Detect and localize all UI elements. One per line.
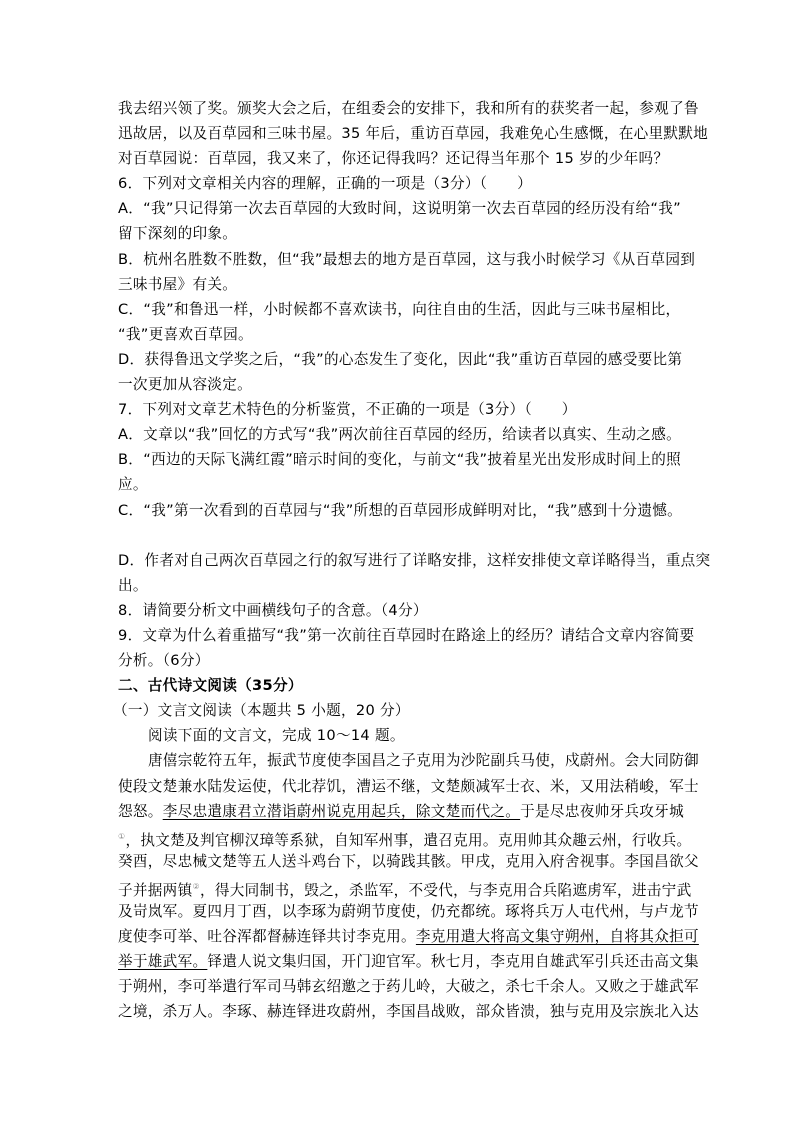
text-segment: 阅读下面的文言文，完成 10～14 题。 bbox=[148, 727, 405, 745]
text-line bbox=[118, 849, 699, 874]
text-segment: 二、古代诗文阅读（35分） bbox=[118, 677, 303, 695]
text-segment: A．文章以“我”回忆的方式写“我”两次前往百草园的经历，给读者以真实、生动之感。 bbox=[118, 426, 682, 444]
text-line bbox=[118, 397, 688, 422]
text-segment: 癸酉，尽忠械文楚等五人送斗鸡台下，以骑践其骸。甲戌，克用入府舍视事。李国昌欲父 bbox=[118, 852, 699, 870]
text-line bbox=[118, 272, 688, 297]
text-segment: 子并据两镇 bbox=[118, 881, 193, 899]
text-segment: 9．文章为什么着重描写“我”第一次前往百草园时在路途上的经历？请结合文章内容简要 bbox=[118, 626, 695, 644]
text-line bbox=[118, 623, 695, 648]
text-line bbox=[118, 447, 688, 472]
text-segment: “我”更喜欢百草园。 bbox=[118, 325, 253, 343]
text-segment: 6．下列对文章相关内容的理解，正确的一项是（3分）（ ） bbox=[118, 175, 533, 193]
text-line bbox=[118, 297, 688, 322]
text-line bbox=[118, 573, 688, 598]
text-segment: 之境，杀万人。李琢、赫连铎进攻蔚州，李国昌战败，部众皆溃，独与克用及宗族北入达 bbox=[118, 1003, 699, 1021]
text-segment: 铎遣人说文集归国，开门迎官军。秋七月，李克用自雄武军引兵还击高文集 bbox=[207, 953, 699, 971]
text-segment: 三味书屋》有关。 bbox=[118, 275, 238, 293]
text-line bbox=[118, 999, 699, 1024]
text-line bbox=[118, 498, 688, 523]
text-line bbox=[118, 899, 699, 924]
text-line bbox=[118, 372, 688, 397]
text-line bbox=[118, 422, 688, 447]
text-line bbox=[118, 748, 700, 773]
section-heading bbox=[118, 673, 688, 698]
text-segment: 于朔州，李可举遣行军司马韩玄绍邀之于药儿岭，大破之，杀七千余人。又败之于雄武军 bbox=[118, 978, 699, 996]
text-line bbox=[118, 774, 699, 799]
footnote-marker: ② bbox=[192, 881, 200, 891]
text-segment: 度使李可举、吐谷浑都督赫连铎共讨李克用。 bbox=[118, 928, 416, 946]
text-segment: 我去绍兴领了奖。颁奖大会之后，在组委会的安排下，我和所有的获奖者一起，参观了鲁 bbox=[118, 100, 699, 117]
text-line bbox=[118, 322, 688, 347]
text-line bbox=[118, 924, 699, 949]
text-line bbox=[118, 347, 688, 372]
text-segment: C．“我”第一次看到的百草园与“我”所想的百草园形成鲜明对比，“我”感到十分遗憾。 bbox=[118, 501, 683, 519]
text-segment: B．“西边的天际飞满红霞”暗示时间的变化，与前文“我”披着星光出发形成时间上的照 bbox=[118, 451, 682, 469]
text-segment: 出。 bbox=[118, 576, 148, 594]
text-line bbox=[118, 548, 711, 573]
text-segment: D．获得鲁迅文学奖之后，“我”的心态发生了变化，因此“我”重访百草园的感受要比第 bbox=[118, 350, 683, 368]
text-line bbox=[113, 698, 688, 723]
text-segment: （一）文言文阅读（本题共 5 小题，20 分） bbox=[113, 702, 410, 720]
text-segment: ，执文楚及判官柳汉璋等系狱，自知军州事，遣召克用。克用帅其众趣云州，行收兵。 bbox=[125, 831, 692, 849]
underlined-sentence: 举于雄武军。 bbox=[118, 953, 208, 971]
text-segment: 一次更加从容淡定。 bbox=[118, 376, 253, 394]
text-segment: ，得大同制书，毁之，杀监军，不受代，与李克用合兵陷遮虏军，进击宁武 bbox=[199, 881, 692, 899]
text-line bbox=[118, 949, 699, 974]
text-line bbox=[118, 598, 688, 623]
text-line bbox=[118, 121, 709, 146]
underlined-sentence: 李克用遣大将高文集守朔州，自将其众拒可 bbox=[415, 928, 699, 946]
text-line bbox=[118, 472, 688, 497]
text-segment: 应。 bbox=[118, 476, 148, 494]
text-segment: 迅故居，以及百草园和三味书屋。35 年后，重访百草园，我难免心生感慨，在心里默默地 bbox=[118, 125, 709, 143]
text-segment: D．作者对自己两次百草园之行的叙写进行了详略安排，这样安排使文章详略得当，重点突 bbox=[118, 551, 711, 569]
underlined-sentence: 李尽忠遣康君立潜诣蔚州说克用起兵，除文楚而代之。 bbox=[162, 802, 521, 820]
text-line bbox=[118, 221, 688, 246]
text-segment: 留下深刻的印象。 bbox=[118, 225, 238, 243]
text-line bbox=[118, 96, 699, 121]
text-segment: 使段文楚兼水陆发运使，代北荐饥，漕运不继，文楚颇减军士衣、米，又用法稍峻，军士 bbox=[118, 777, 699, 795]
text-line bbox=[118, 523, 688, 548]
text-line bbox=[118, 196, 688, 221]
text-segment: B．杭州名胜数不胜数，但“我”最想去的地方是百草园，这与我小时候学习《从百草园到 bbox=[118, 250, 696, 268]
text-segment: 及岢岚军。夏四月丁酉，以李琢为蔚朔节度使，仍充都统。琢将兵万人屯代州，与卢龙节 bbox=[118, 903, 699, 920]
text-line bbox=[118, 874, 692, 899]
text-line bbox=[118, 648, 688, 673]
text-line bbox=[118, 974, 699, 999]
text-segment: 怨怒。 bbox=[118, 802, 163, 820]
text-segment: 唐僖宗乾符五年，振武节度使李国昌之子克用为沙陀副兵马使，戍蔚州。会大同防御 bbox=[148, 752, 700, 770]
text-segment: 对百草园说：百草园，我又来了，你还记得我吗？还记得当年那个 15 岁的少年吗？ bbox=[118, 150, 669, 168]
text-line bbox=[118, 723, 688, 748]
document-page bbox=[113, 96, 711, 1024]
text-segment: 7．下列对文章艺术特色的分析鉴赏，不正确的一项是（3分）（ ） bbox=[118, 401, 577, 419]
text-line bbox=[118, 824, 692, 849]
text-segment: 8．请简要分析文中画横线句子的含意。（4分） bbox=[118, 601, 428, 619]
text-line bbox=[118, 171, 688, 196]
text-segment: C．“我”和鲁迅一样，小时候都不喜欢读书，向往自由的生活，因此与三味书屋相比， bbox=[118, 300, 681, 318]
text-line bbox=[118, 146, 688, 171]
text-segment: 于是尽忠夜帅牙兵攻牙城 bbox=[520, 802, 684, 820]
text-line bbox=[118, 799, 688, 824]
footnote-marker: ① bbox=[118, 831, 126, 841]
text-segment: A．“我”只记得第一次去百草园的大致时间，这说明第一次去百草园的经历没有给“我” bbox=[118, 200, 682, 218]
text-segment: 分析。（6分） bbox=[118, 652, 210, 670]
text-line bbox=[118, 247, 696, 272]
